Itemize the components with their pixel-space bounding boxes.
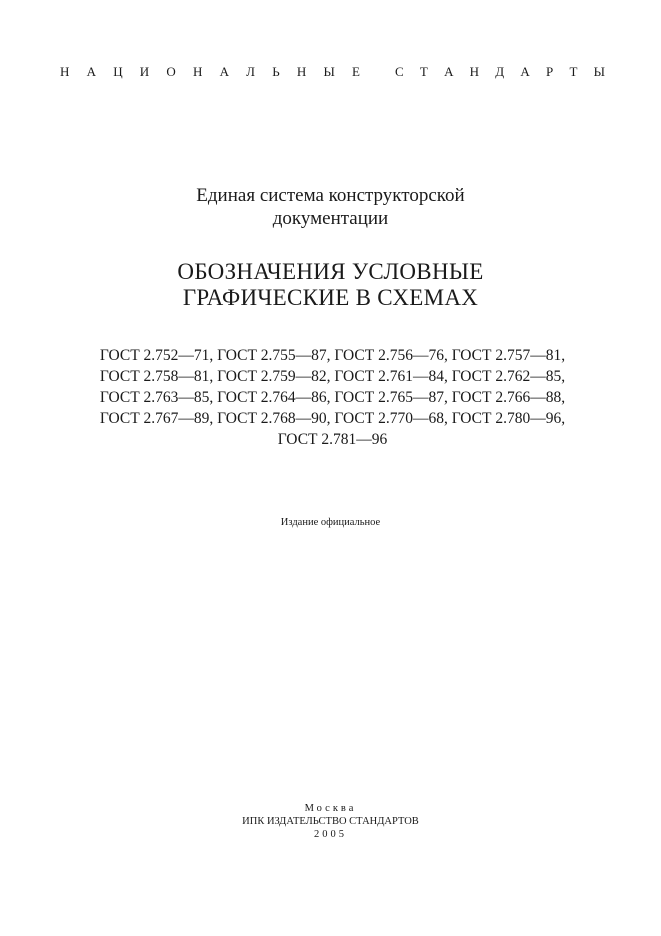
standards-list — [60, 345, 605, 450]
series-letter: Н — [60, 64, 70, 79]
series-letter: Ь — [272, 64, 280, 79]
series-letter: Ы — [323, 64, 335, 79]
document-system-subtitle — [0, 184, 661, 230]
series-letter: А — [86, 64, 96, 79]
standards-line: ГОСТ 2.752—71, ГОСТ 2.755—87, ГОСТ 2.756—76, ГОСТ 2.757—81, — [99, 347, 566, 364]
series-letter: Н — [192, 64, 203, 79]
series-letter: Т — [419, 64, 428, 79]
series-letter: Р — [545, 64, 554, 79]
series-letter: Н — [296, 64, 307, 79]
series-letter: Н — [469, 64, 480, 79]
title-line: ГРАФИЧЕСКИЕ В СХЕМАХ — [182, 285, 479, 310]
publisher-name: ИПК ИЗДАТЕЛЬСТВО СТАНДАРТОВ — [242, 816, 419, 827]
series-letter: Т — [569, 64, 578, 79]
standards-line: ГОСТ 2.758—81, ГОСТ 2.759—82, ГОСТ 2.761—84, ГОСТ 2.762—85, — [99, 368, 566, 385]
series-letter: С — [395, 64, 404, 79]
publisher-city: Москва — [304, 803, 357, 814]
series-letter: Д — [495, 64, 505, 79]
series-letter: Ы — [593, 64, 605, 79]
series-word-national — [60, 64, 360, 80]
series-letter: А — [219, 64, 229, 79]
series-letter: А — [520, 64, 530, 79]
series-letter: О — [166, 64, 176, 79]
publisher-year: 2005 — [314, 829, 347, 840]
page-title — [0, 259, 661, 311]
edition-label: Издание официальное — [280, 517, 381, 528]
standards-line: ГОСТ 2.763—85, ГОСТ 2.764—86, ГОСТ 2.765—87, ГОСТ 2.766—88, — [99, 389, 566, 406]
series-letter: А — [444, 64, 454, 79]
series-word-standards — [395, 64, 605, 80]
series-letter: Ц — [113, 64, 123, 79]
series-letter: Л — [246, 64, 255, 79]
series-title — [60, 64, 605, 80]
standards-line: ГОСТ 2.767—89, ГОСТ 2.768—90, ГОСТ 2.770—68, ГОСТ 2.780—96, — [99, 410, 566, 427]
subtitle-line: документации — [272, 208, 389, 229]
subtitle-line: Единая система конструкторской — [196, 185, 465, 206]
series-letter: Е — [352, 64, 360, 79]
publisher-block — [0, 802, 661, 841]
title-line: ОБОЗНАЧЕНИЯ УСЛОВНЫЕ — [177, 259, 484, 284]
standards-line: ГОСТ 2.781—96 — [277, 431, 388, 448]
series-letter: И — [139, 64, 150, 79]
